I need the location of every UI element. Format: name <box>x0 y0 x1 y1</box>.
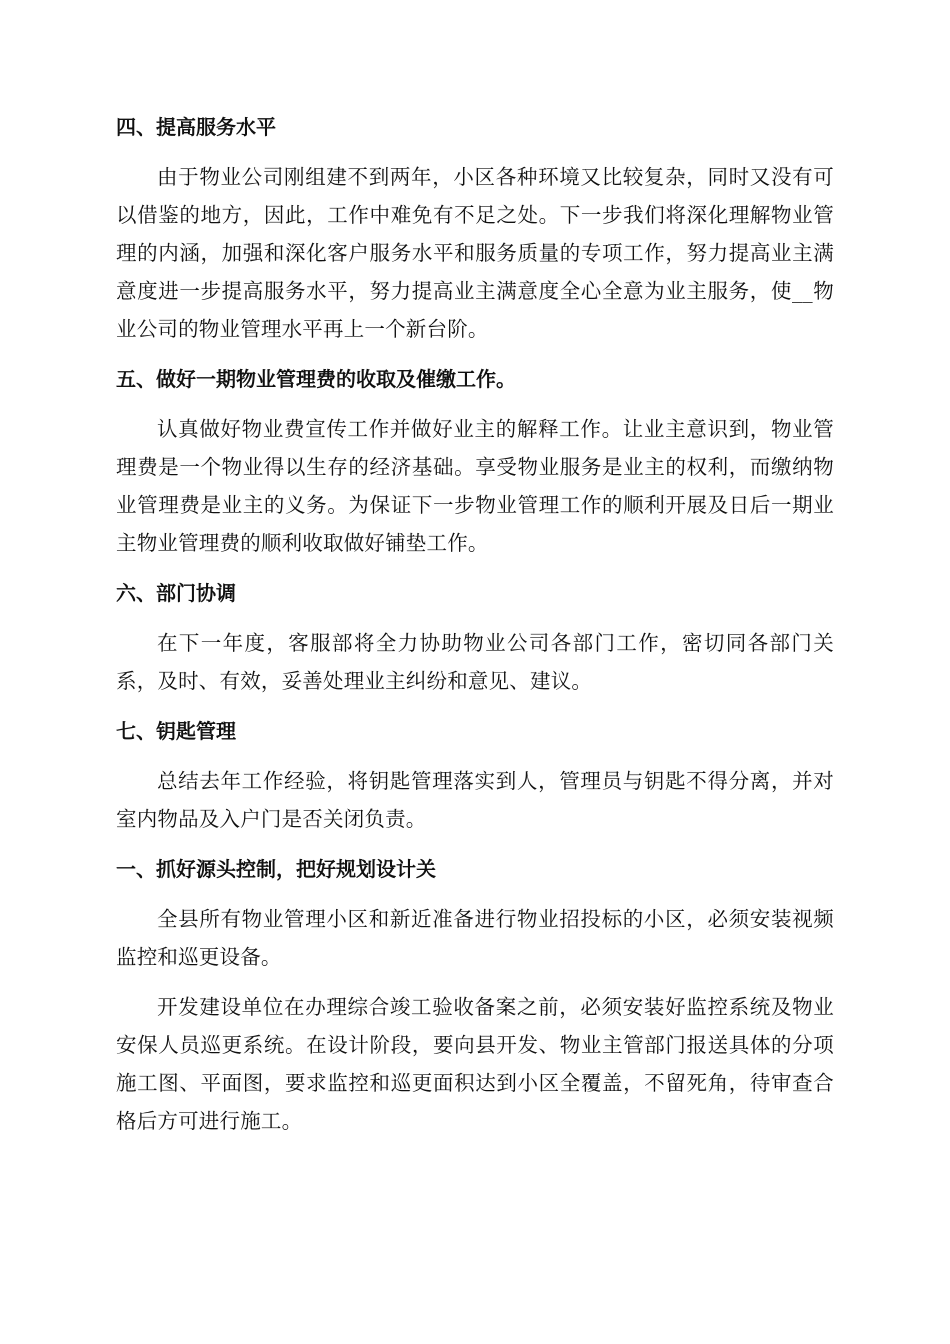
section-source-control <box>116 850 834 1140</box>
section-key-management <box>116 712 834 838</box>
section-paragraph: 开发建设单位在办理综合竣工验收备案之前，必须安装好监控系统及物业安保人员巡更系统。在设计阶段，要向县开发、物业主管部门报送具体的分项施工图、平面图，要求监控和巡更面积达到小区全覆盖，不留死角，待审查合格后方可进行施工。 <box>116 995 834 1133</box>
section-department-coordination <box>116 574 834 700</box>
section-paragraph: 在下一年度，客服部将全力协助物业公司各部门工作，密切同各部门关系，及时、有效，妥善处理业主纠纷和意见、建议。 <box>116 631 834 693</box>
section-improve-service <box>116 108 834 348</box>
section-heading: 六、部门协调 <box>116 581 236 605</box>
section-paragraph: 认真做好物业费宣传工作并做好业主的解释工作。让业主意识到，物业管理费是一个物业得以生存的经济基础。享受物业服务是业主的权利，而缴纳物业管理费是业主的义务。为保证下一步物业管理工作的顺利开展及日后一期业主物业管理费的顺利收取做好铺垫工作。 <box>116 417 834 555</box>
section-heading: 七、钥匙管理 <box>116 719 236 743</box>
section-heading: 四、提高服务水平 <box>116 115 276 139</box>
section-heading: 五、做好一期物业管理费的收取及催缴工作。 <box>116 367 516 391</box>
section-paragraph: 由于物业公司刚组建不到两年，小区各种环境又比较复杂，同时又没有可以借鉴的地方，因此，工作中难免有不足之处。下一步我们将深化理解物业管理的内涵，加强和深化客户服务水平和服务质量的专项工作，努力提高业主满意度进一步提高服务水平，努力提高业主满意度全心全意为业主服务，使__物业公司的物业管理水平再上一个新台阶。 <box>116 165 834 341</box>
section-paragraph: 全县所有物业管理小区和新近准备进行物业招投标的小区，必须安装视频监控和巡更设备。 <box>116 907 834 969</box>
document-page <box>116 108 834 1152</box>
section-fee-collection <box>116 360 834 562</box>
section-paragraph: 总结去年工作经验，将钥匙管理落实到人，管理员与钥匙不得分离，并对室内物品及入户门是否关闭负责。 <box>116 769 834 831</box>
section-heading: 一、抓好源头控制，把好规划设计关 <box>116 857 436 881</box>
